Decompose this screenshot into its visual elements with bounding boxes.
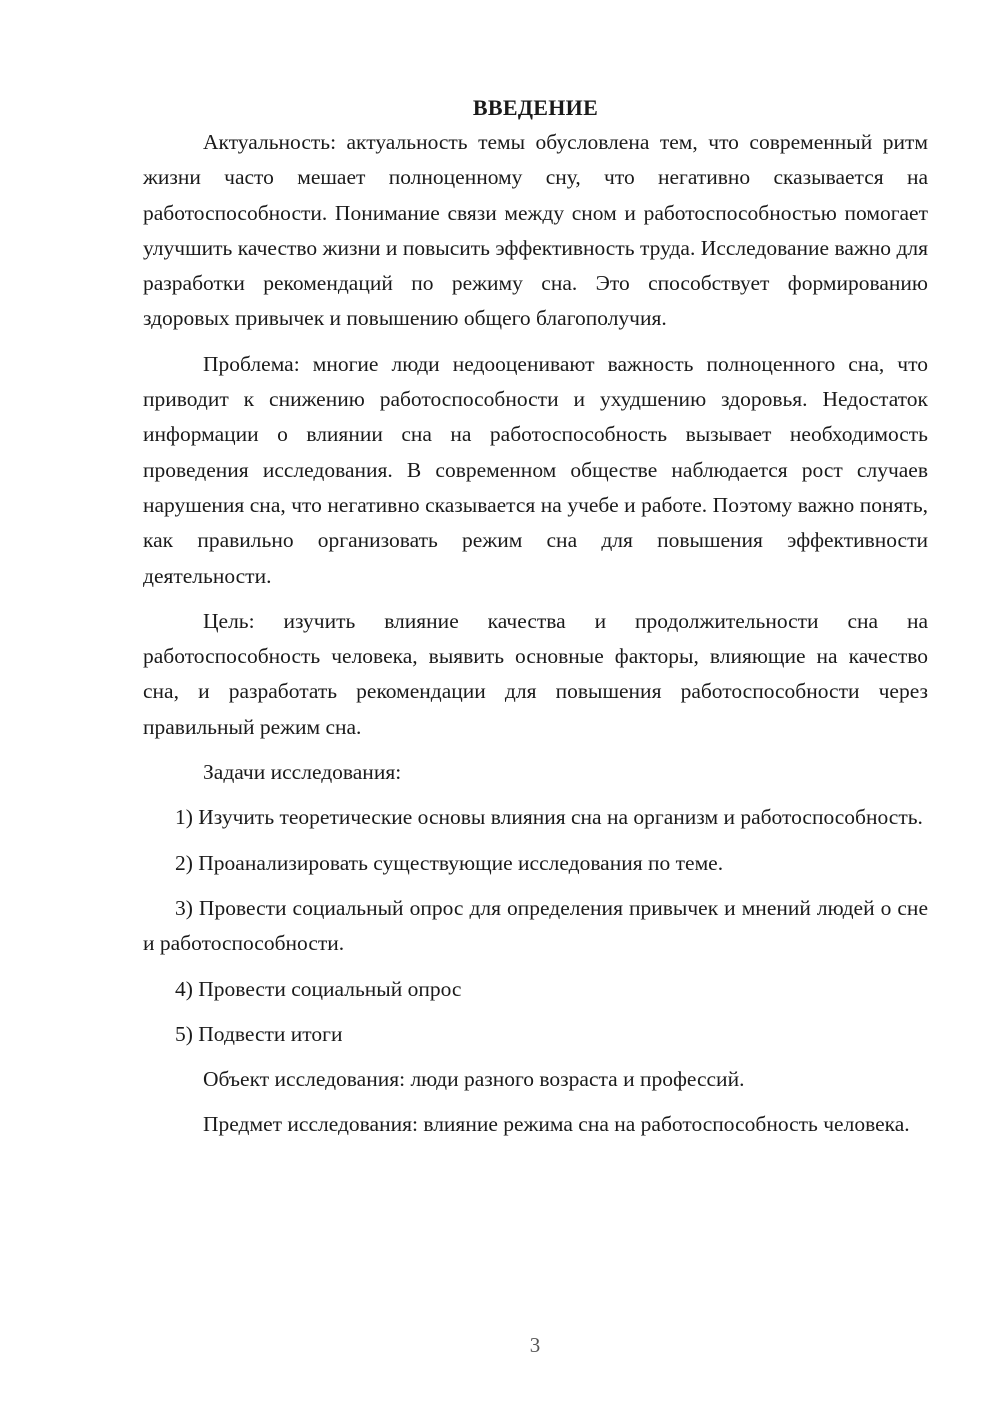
task-item-2: 2) Проанализировать существующие исследования по теме. — [175, 850, 724, 875]
tasks-title: Задачи исследования: — [203, 760, 402, 785]
paragraph-problem: Проблема: многие люди недооценивают важность полноценного сна, что приводит к снижению работоспособности и ухудшению здоровья. Недостаток информации о влиянии сна на работоспособность вызывает необходимость проведения исследования. В современном обществе наблюдается рост случаев нарушения сна, что негативно сказывается на учебе и работе. Поэтому важно понять, как правильно организовать режим сна для повышения эффективности деятельности. — [143, 351, 928, 588]
document-page — [143, 90, 928, 1153]
task-item-3: 3) Провести социальный опрос для определения привычек и мнений людей о сне и работоспособности. — [143, 895, 928, 956]
paragraph-goal: Цель: изучить влияние качества и продолжительности сна на работоспособность человека, выявить основные факторы, влияющие на качество сна, и разработать рекомендации для повышения работоспособности через правильный режим сна. — [143, 608, 928, 739]
page-number: 3 — [529, 1333, 541, 1357]
paragraph-subject: Предмет исследования: влияние режима сна на работоспособность человека. — [203, 1112, 910, 1137]
paragraph-object: Объект исследования: люди разного возраста и профессий. — [203, 1067, 745, 1092]
task-item-4: 4) Провести социальный опрос — [175, 976, 462, 1001]
page-title: ВВЕДЕНИЕ — [472, 95, 599, 120]
task-item-1: 1) Изучить теоретические основы влияния сна на организм и работоспособность. — [175, 805, 923, 830]
task-item-5: 5) Подвести итоги — [175, 1021, 343, 1046]
paragraph-relevance: Актуальность: актуальность темы обусловлена тем, что современный ритм жизни часто мешает полноценному сну, что негативно сказывается на работоспособности. Понимание связи между сном и работоспособностью помогает улучшить качество жизни и повысить эффективность труда. Исследование важно для разработки рекомендаций по режиму сна. Это способствует формированию здоровых привычек и повышению общего благополучия. — [143, 130, 928, 331]
